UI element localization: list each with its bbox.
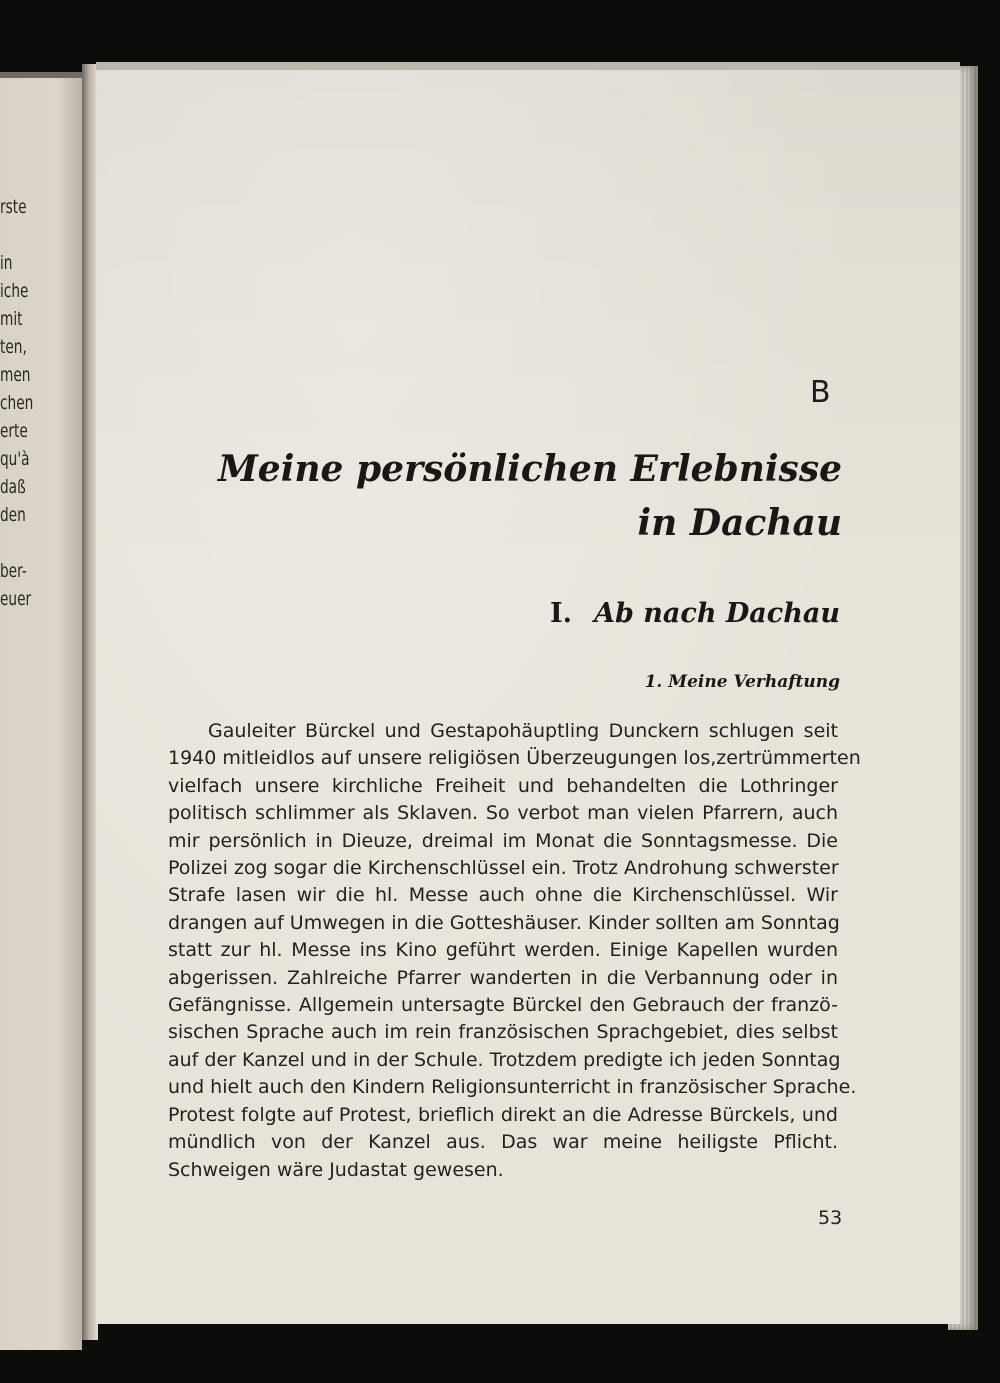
text-line: mündlich von der Kanzel aus. Das war meine heiligste Pflicht.: [168, 1131, 838, 1154]
left-page-fragment: chen: [0, 392, 34, 414]
left-page-fragment: iche: [0, 280, 29, 302]
left-page-fragment: daß: [0, 476, 26, 498]
text-line: vielfach unsere kirchliche Freiheit und behandelten die Lothringer: [168, 774, 838, 797]
text-line: mir persönlich in Dieuze, dreimal im Monat die Sonntagsmesse. Die: [168, 829, 838, 852]
text-line: Schweigen wäre Judastat gewesen.: [168, 1158, 504, 1181]
text-line: Protest folgte auf Protest, brieflich direkt an die Adresse Bürckels, und: [168, 1103, 838, 1126]
chapter-title: [218, 442, 842, 550]
left-page-fragment: euer: [0, 588, 32, 610]
left-page-fragment: erte: [0, 420, 28, 442]
left-page-fragment: men: [0, 364, 31, 386]
page-number: 53: [818, 1207, 843, 1229]
left-page-fragment: rste: [0, 196, 27, 218]
title-line: Meine persönlichen Erlebnisse: [217, 448, 842, 490]
text-line: Gefängnisse. Allgemein untersagte Bürckel den Gebrauch der franzö-: [168, 994, 838, 1017]
chapter-heading: [550, 598, 840, 629]
left-page-fragment: ber-: [0, 560, 27, 582]
body-paragraph: [168, 718, 861, 1184]
left-page-fragment: in: [0, 252, 13, 274]
left-page-fragment: ten,: [0, 336, 27, 358]
facing-left-page: [0, 72, 82, 1350]
left-page-fragment: den: [0, 504, 26, 526]
text-line: auf der Kanzel und in der Schule. Trotzdem predigte ich jeden Sonntag: [168, 1048, 841, 1071]
chapter-number: I.: [550, 598, 573, 629]
section-letter: B: [810, 375, 831, 410]
text-line: und hielt auch den Kindern Religionsunterricht in französischer Sprache.: [168, 1076, 857, 1099]
text-line: Polizei zog sogar die Kirchenschlüssel ein. Trotz Androhung schwerster: [168, 857, 839, 880]
text-line: politisch schlimmer als Sklaven. So verbot man vielen Pfarrern, auch: [168, 802, 838, 825]
chapter-heading-title: Ab nach Dachau: [594, 598, 840, 629]
left-page-fragment: qu'à: [0, 448, 30, 470]
text-line: Gauleiter Bürckel und Gestapohäuptling Dunckern schlugen seit: [208, 720, 838, 742]
subsection-heading: 1. Meine Verhaftung: [644, 672, 840, 692]
text-line: drangen auf Umwegen in die Gotteshäuser. Kinder sollten am Sonntag: [168, 911, 840, 934]
text-line: sischen Sprache auch im rein französischen Sprachgebiet, dies selbst: [168, 1021, 838, 1044]
text-line: Strafe lasen wir die hl. Messe auch ohne die Kirchenschlüssel. Wir: [168, 884, 838, 907]
title-line: in Dachau: [637, 502, 842, 544]
text-line: statt zur hl. Messe ins Kino geführt werden. Einige Kapellen wurden: [168, 939, 838, 962]
text-line: abgerissen. Zahlreiche Pfarrer wanderten in die Verbannung oder in: [168, 966, 838, 989]
left-page-fragment: mit: [0, 308, 23, 330]
text-line: 1940 mitleidlos auf unsere religiösen Überzeugungen los,zertrümmerten: [168, 747, 861, 770]
